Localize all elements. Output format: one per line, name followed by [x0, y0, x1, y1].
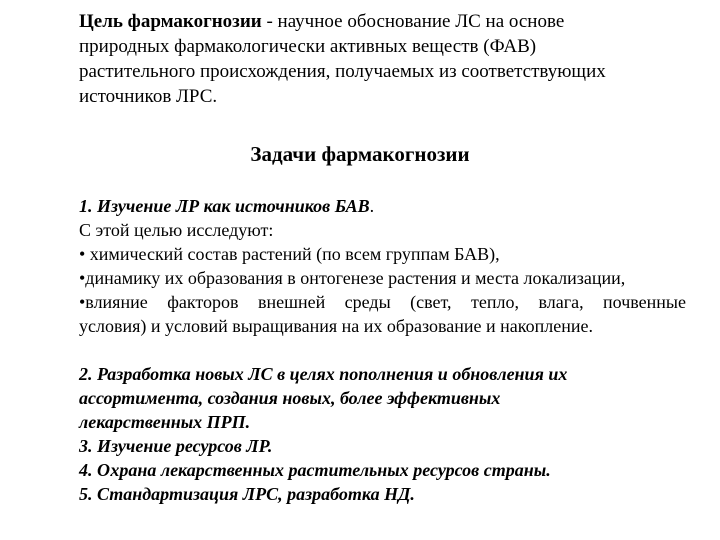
goal-definition-start: - научное обоснование ЛС на основе	[261, 11, 565, 32]
task-2-line-2: ассортимента, создания новых, более эффективных	[79, 388, 501, 408]
paragraph-gap	[79, 338, 686, 362]
task-1-bullet-dynamics: •динамику их образования в онтогенезе растения и места локализации,	[79, 268, 626, 288]
task-1-heading: 1. Изучение ЛР как источников БАВ	[79, 196, 370, 216]
task-1-heading-line	[79, 194, 686, 218]
goal-paragraph	[79, 9, 659, 109]
task-1-bullet-chemical: • химический состав растений (по всем группам БАВ),	[79, 244, 500, 264]
goal-term: Цель фармакогнозии	[79, 11, 262, 32]
task-1-bullet-factors: •влияние факторов внешней среды (свет, тепло, влага, почвенные	[79, 292, 686, 312]
task-2-line-3: лекарственных ПРП.	[79, 412, 251, 432]
task-3: 3. Изучение ресурсов ЛР.	[79, 436, 273, 456]
task-1-intro: С этой целью исследуют:	[79, 220, 274, 240]
task-4: 4. Охрана лекарственных растительных ресурсов страны.	[79, 460, 551, 480]
goal-line-3: растительного происхождения, получаемых из соответствующих	[79, 61, 606, 82]
goal-line-2: природных фармакологически активных веществ (ФАВ)	[79, 36, 537, 57]
task-1-bullet-factors-cont: условия) и условий выращивания на их образование и накопление.	[79, 316, 593, 336]
goal-line-4: источников ЛРС.	[79, 86, 218, 107]
task-5: 5. Стандартизация ЛРС, разработка НД.	[79, 484, 415, 504]
task-2-line-1: 2. Разработка новых ЛС в целях пополнения и обновления их	[79, 364, 568, 384]
tasks-list	[79, 194, 686, 506]
goal-line-1	[79, 9, 659, 34]
tasks-heading: Задачи фармакогнозии	[250, 142, 470, 166]
task-1-heading-period: .	[369, 196, 375, 216]
